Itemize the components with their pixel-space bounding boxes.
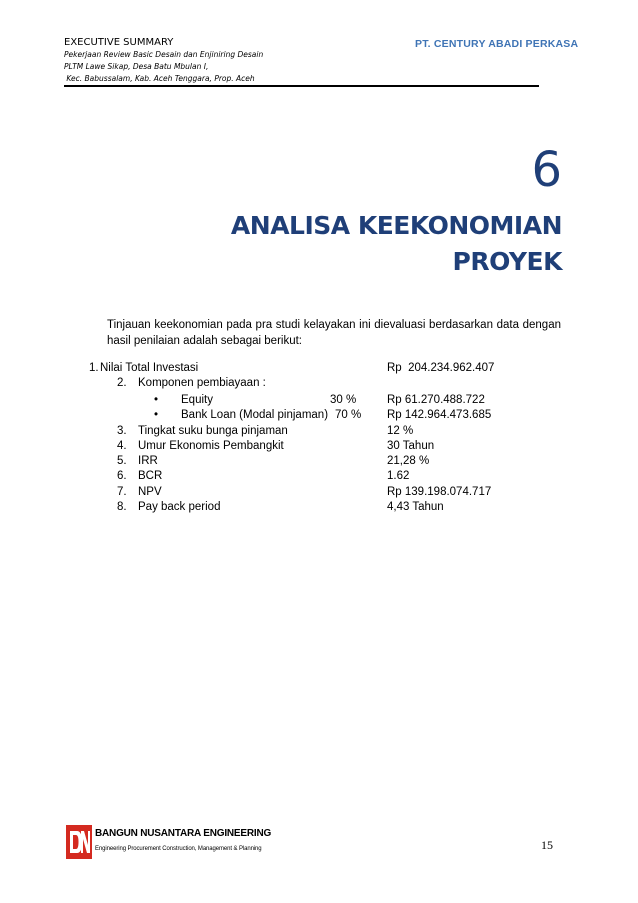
item-percent: 30 % xyxy=(330,394,357,406)
footer-company-name: BANGUN NUSANTARA ENGINEERING xyxy=(95,828,272,839)
item-number: 1. xyxy=(89,362,99,374)
bullet-icon: • xyxy=(154,394,159,406)
item-value: Rp 139.198.074.717 xyxy=(387,486,492,498)
item-value: 21,28 % xyxy=(387,455,430,467)
chapter-title-line-2: PROYEK xyxy=(452,247,562,276)
item-number: 4. xyxy=(117,440,127,452)
item-label: Equity xyxy=(181,394,213,406)
item-label: Nilai Total Investasi xyxy=(100,362,199,374)
item-value: 30 Tahun xyxy=(387,440,435,452)
chapter-title xyxy=(182,208,562,280)
item-value: 4,43 Tahun xyxy=(387,501,444,513)
item-label: Pay back period xyxy=(138,501,221,513)
item-label: Komponen pembiayaan : xyxy=(138,377,266,389)
item-label: IRR xyxy=(138,455,158,467)
chapter-number: 6 xyxy=(531,142,562,198)
company-logo-icon xyxy=(66,825,92,859)
page-number: 15 xyxy=(541,838,553,852)
item-percent: 70 % xyxy=(335,409,362,421)
chapter-title-line-1: ANALISA KEEKONOMIAN xyxy=(230,211,562,240)
header-title: EXECUTIVE SUMMARY xyxy=(64,37,174,48)
item-number: 2. xyxy=(117,377,127,389)
item-label: NPV xyxy=(138,486,162,498)
footer-tagline: Engineering Procurement Construction, Management & Planning xyxy=(95,846,262,852)
document-header xyxy=(64,36,263,85)
item-value: 12 % xyxy=(387,425,414,437)
intro-paragraph: Tinjauan keekonomian pada pra studi kelayakan ini dievaluasi berdasarkan data dengan hasil penilaian adalah sebagai berikut: xyxy=(107,319,561,347)
item-label: BCR xyxy=(138,470,163,482)
item-value: Rp 142.964.473.685 xyxy=(387,409,492,421)
item-label: Tingkat suku bunga pinjaman xyxy=(138,425,288,437)
header-line-2: PLTM Lawe Sikap, Desa Batu Mbulan I, xyxy=(64,62,209,71)
header-divider xyxy=(64,85,539,87)
item-number: 8. xyxy=(117,501,127,513)
company-name: PT. CENTURY ABADI PERKASA xyxy=(415,38,579,50)
item-number: 7. xyxy=(117,486,127,498)
item-number: 3. xyxy=(117,425,127,437)
item-value: 1.62 xyxy=(387,470,410,482)
item-number: 6. xyxy=(117,470,127,482)
item-value: Rp 204.234.962.407 xyxy=(387,362,495,374)
item-label: Bank Loan (Modal pinjaman) xyxy=(181,409,329,421)
item-value: Rp 61.270.488.722 xyxy=(387,394,485,406)
item-label: Umur Ekonomis Pembangkit xyxy=(138,440,284,452)
header-line-3: Kec. Babussalam, Kab. Aceh Tenggara, Prop. Aceh xyxy=(64,74,255,83)
item-number: 5. xyxy=(117,455,127,467)
header-line-1: Pekerjaan Review Basic Desain dan Enjiniring Desain xyxy=(64,50,264,59)
bullet-icon: • xyxy=(154,409,159,421)
